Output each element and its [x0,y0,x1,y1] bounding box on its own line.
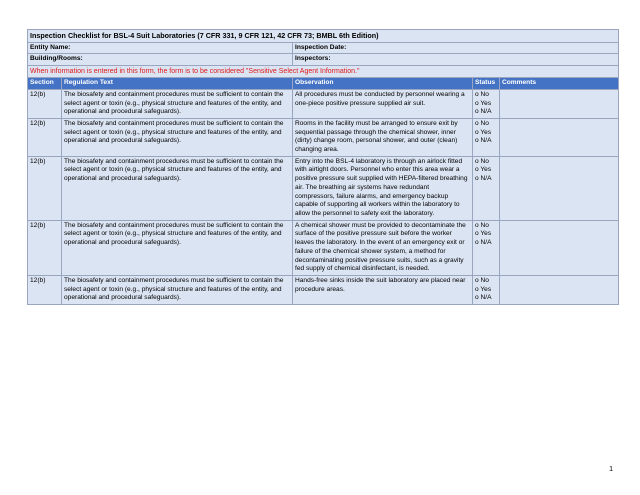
status-cell [473,118,500,156]
status-option[interactable]: o Yes [475,128,492,136]
title-row [28,30,619,43]
status-cell [473,220,500,275]
status-option[interactable]: o No [475,90,489,98]
col-comments-header: Comments [500,78,619,90]
regulation-text-cell: The biosafety and containment procedures must be sufficient to contain the select agent or toxin (e.g., physical structure and features of the entity, and operational and procedural safeguards). [62,118,293,156]
status-cell [473,156,500,220]
checklist-title: Inspection Checklist for BSL-4 Suit Laboratories (7 CFR 331, 9 CFR 121, 42 CFR 73; BMBL 6th Edition) [28,30,619,43]
status-option[interactable]: o No [475,157,489,165]
observation-cell: Rooms in the facility must be arranged to ensure exit by sequential passage through the chemical shower, inner (dirty) change room, personal shower, and outer (clean) changing area. [293,118,473,156]
status-option[interactable]: o Yes [475,166,492,174]
observation-cell: Entry into the BSL-4 laboratory is through an airlock fitted with airtight doors. Personnel who enter this area wear a positive pressure suit supplied with HEPA-filtered breathing air. The breathing air systems have redundant compressors, failure alarms, and emergency backup capable of supporting all workers within the laboratory to allow the personnel to safety exit the laboratory. [293,156,473,220]
section-cell: 12(b) [28,156,62,220]
status-option[interactable]: o N/A [475,239,492,247]
regulation-text-cell: The biosafety and containment procedures must be sufficient to contain the select agent or toxin (e.g., physical structure and features of the entity, and operational and procedural safeguards). [62,89,293,118]
table-row [28,275,619,304]
notice-row [28,65,619,77]
status-option[interactable]: o Yes [475,230,492,238]
status-option[interactable]: o N/A [475,294,492,302]
building-row [28,54,619,66]
inspection-checklist-table [27,29,619,305]
column-header-row [28,78,619,90]
page-number: 1 [609,466,613,473]
comments-cell[interactable] [500,275,619,304]
status-option[interactable]: o No [475,276,489,284]
status-option[interactable]: o No [475,221,489,229]
col-observation-header: Observation [293,78,473,90]
inspectors-label: Inspectors: [293,54,619,66]
status-cell [473,275,500,304]
observation-cell: A chemical shower must be provided to decontaminate the surface of the positive pressure suit before the worker leaves the laboratory. In the event of an emergency exit or failure of the chemical shower system, a method for decontaminating positive pressure suits, such as a gravity fed supply of chemical disinfectant, is needed. [293,220,473,275]
status-option[interactable]: o No [475,119,489,127]
comments-cell[interactable] [500,89,619,118]
comments-cell[interactable] [500,156,619,220]
regulation-text-cell: The biosafety and containment procedures must be sufficient to contain the select agent or toxin (e.g., physical structure and features of the entity, and operational and procedural safeguards). [62,220,293,275]
col-status-header: Status [473,78,500,90]
building-rooms-label: Building/Rooms: [28,54,293,66]
col-section-header: Section [28,78,62,90]
status-option[interactable]: o N/A [475,137,492,145]
table-row [28,156,619,220]
section-cell: 12(b) [28,118,62,156]
section-cell: 12(b) [28,89,62,118]
status-option[interactable]: o Yes [475,99,492,107]
col-regulation-header: Regulation Text [62,78,293,90]
section-cell: 12(b) [28,220,62,275]
sensitive-info-notice: When information is entered in this form, the form is to be considered "Sensitive Select Agent Information." [28,65,619,77]
regulation-text-cell: The biosafety and containment procedures must be sufficient to contain the select agent or toxin (e.g., physical structure and features of the entity, and operational and procedural safeguards). [62,156,293,220]
observation-cell: Hands-free sinks inside the suit laboratory are placed near procedure areas. [293,275,473,304]
table-row [28,118,619,156]
comments-cell[interactable] [500,118,619,156]
entity-name-label: Entity Name: [28,42,293,54]
entity-row [28,42,619,54]
inspection-date-label: Inspection Date: [293,42,619,54]
status-cell [473,89,500,118]
status-option[interactable]: o N/A [475,175,492,183]
section-cell: 12(b) [28,275,62,304]
comments-cell[interactable] [500,220,619,275]
table-row [28,89,619,118]
regulation-text-cell: The biosafety and containment procedures must be sufficient to contain the select agent or toxin (e.g., physical structure and features of the entity, and operational and procedural safeguards). [62,275,293,304]
observation-cell: All procedures must be conducted by personnel wearing a one-piece positive pressure supplied air suit. [293,89,473,118]
status-option[interactable]: o Yes [475,285,492,293]
status-option[interactable]: o N/A [475,108,492,116]
table-row [28,220,619,275]
